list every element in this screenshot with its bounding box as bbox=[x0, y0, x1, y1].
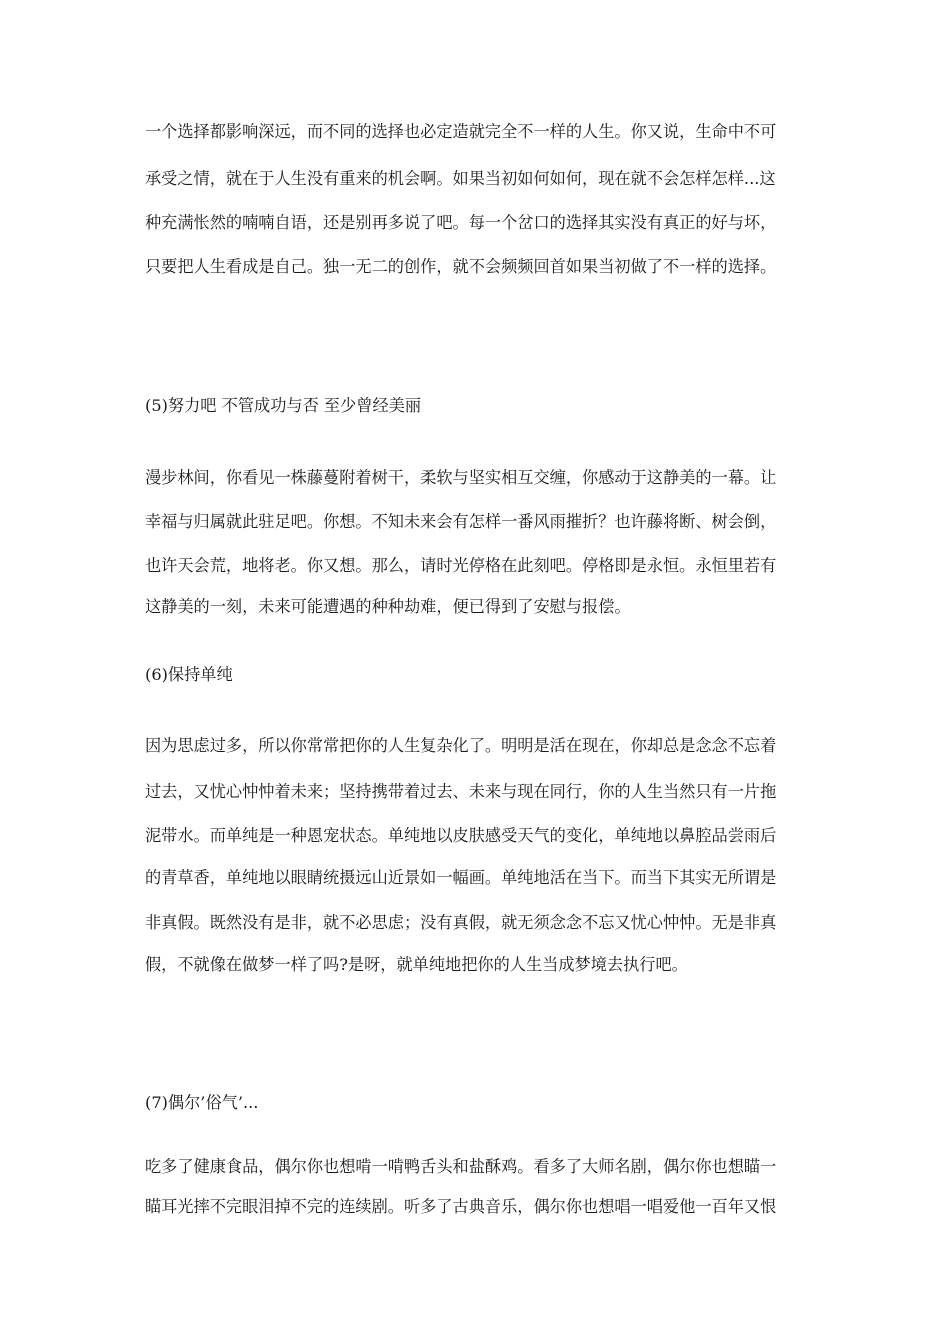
text-line: 非真假。既然没有是非，就不必思虑；没有真假，就无须念念不忘又忧心忡忡。无是非真 bbox=[145, 913, 777, 932]
text-line: 过去，又忧心忡忡着未来；坚持携带着过去、未来与现在同行，你的人生当然只有一片拖 bbox=[145, 782, 777, 801]
text-line: 一个选择都影响深远，而不同的选择也必定造就完全不一样的人生。你又说，生命中不可 bbox=[145, 122, 777, 141]
text-line: 漫步林间，你看见一株藤蔓附着树干，柔软与坚实相互交缠，你感动于这静美的一幕。让 bbox=[145, 468, 777, 487]
text-line: 泥带水。而单纯是一种恩宠状态。单纯地以皮肤感受天气的变化，单纯地以鼻腔品尝雨后 bbox=[145, 826, 777, 845]
text-line: 也许天会荒，地将老。你又想。那么，请时光停格在此刻吧。停格即是永恒。永恒里若有 bbox=[145, 556, 777, 575]
text-line: 这静美的一刻，未来可能遭遇的种种劫难，便已得到了安慰与报偿。 bbox=[145, 597, 631, 616]
section-heading-6: (6)保持单纯 bbox=[145, 665, 233, 684]
text-line: 幸福与归属就此驻足吧。你想。不知未来会有怎样一番风雨摧折？也许藤将断、树会倒， bbox=[145, 512, 777, 531]
section-heading-7: (7)偶尔’俗气’... bbox=[145, 1093, 259, 1112]
text-line: 假，不就像在做梦一样了吗?是呀，就单纯地把你的人生当成梦境去执行吧。 bbox=[145, 955, 688, 974]
text-line: 吃多了健康食品，偶尔你也想啃一啃鸭舌头和盐酥鸡。看多了大师名剧，偶尔你也想瞄一 bbox=[145, 1157, 777, 1176]
text-line: 承受之情，就在于人生没有重来的机会啊。如果当初如何如何，现在就不会怎样怎样...这 bbox=[145, 169, 776, 188]
text-line: 种充满怅然的喃喃自语，还是别再多说了吧。每一个岔口的选择其实没有真正的好与坏， bbox=[145, 213, 777, 232]
text-line: 瞄耳光摔不完眼泪掉不完的连续剧。听多了古典音乐，偶尔你也想唱一唱爱他一百年又恨 bbox=[145, 1197, 777, 1216]
section-heading-5: (5)努力吧 不管成功与否 至少曾经美丽 bbox=[145, 396, 422, 415]
text-line: 因为思虑过多，所以你常常把你的人生复杂化了。明明是活在现在，你却总是念念不忘着 bbox=[145, 736, 777, 755]
text-line: 的青草香，单纯地以眼睛统摄远山近景如一幅画。单纯地活在当下。而当下其实无所谓是 bbox=[145, 868, 777, 887]
text-line: 只要把人生看成是自己。独一无二的创作，就不会频频回首如果当初做了不一样的选择。 bbox=[145, 257, 777, 276]
